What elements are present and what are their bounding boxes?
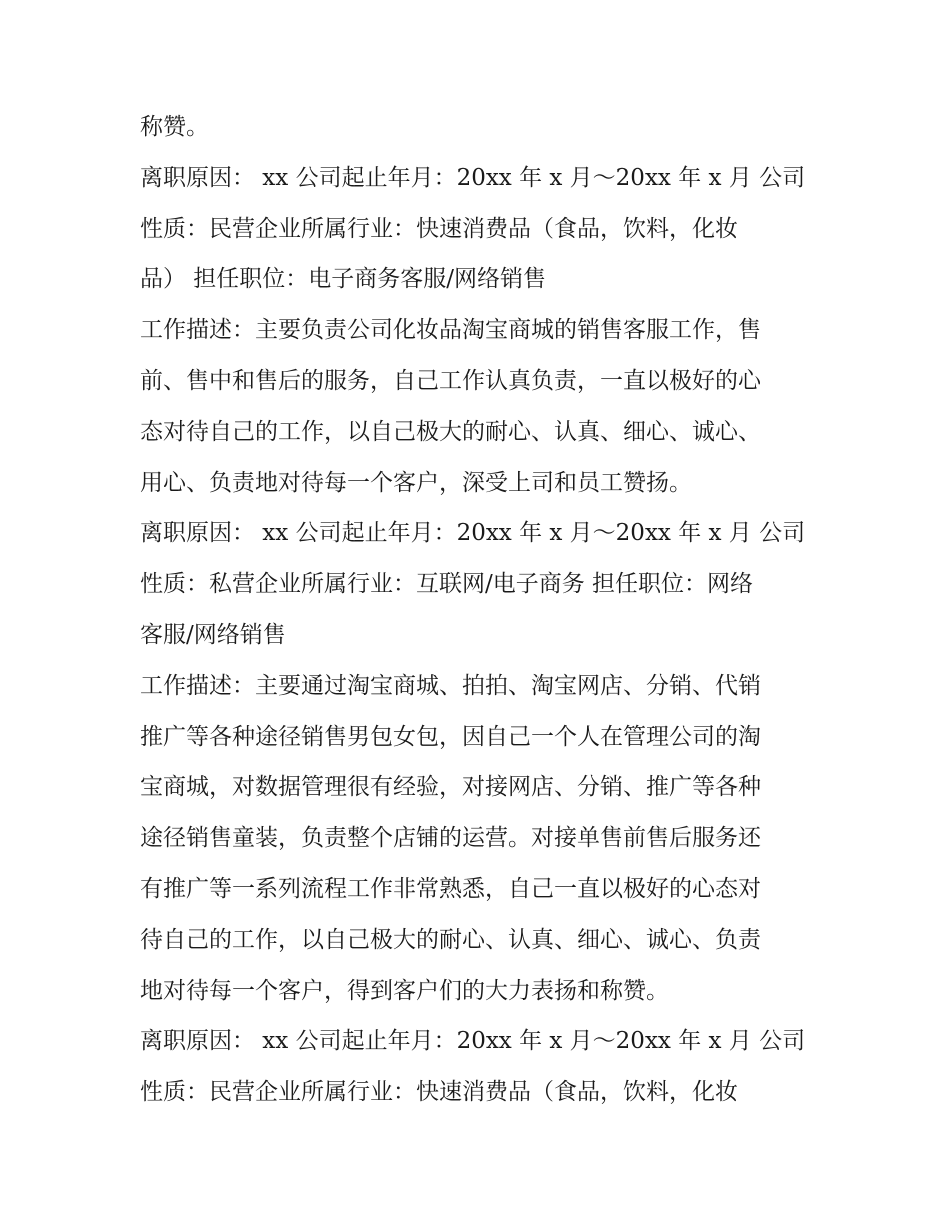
text-line: 宝商城，对数据管理很有经验，对接网店、分销、推广等各种 — [140, 774, 761, 801]
text-line: 工作描述：主要通过淘宝商城、拍拍、淘宝网店、分销、代销 — [140, 672, 761, 699]
text-line: 有推广等一系列流程工作非常熟悉，自己一直以极好的心态对 — [140, 875, 761, 902]
text-line: 途径销售童装，负责整个店铺的运营。对接单售前售后服务还 — [140, 825, 761, 852]
text-line: 性质：民营企业所属行业：快速消费品（食品，饮料，化妆 — [140, 215, 738, 242]
text-line: 态对待自己的工作，以自己极大的耐心、认真、细心、诚心、 — [140, 418, 761, 445]
text-line: 性质：民营企业所属行业：快速消费品（食品，饮料，化妆 — [140, 1079, 738, 1106]
text-line: 用心、负责地对待每一个客户，深受上司和员工赞扬。 — [140, 469, 692, 496]
text-line: 称赞。 — [140, 114, 209, 140]
text-line: 离职原因： xx 公司起止年月：20xx 年 x 月～20xx 年 x 月 公司 — [140, 520, 806, 547]
text-line: 推广等各种途径销售男包女包，因自己一个人在管理公司的淘 — [140, 723, 761, 750]
text-line: 性质：私营企业所属行业：互联网/电子商务 担任职位：网络 — [140, 571, 754, 598]
text-line: 前、售中和售后的服务，自己工作认真负责，一直以极好的心 — [140, 367, 761, 394]
text-line: 离职原因： xx 公司起止年月：20xx 年 x 月～20xx 年 x 月 公司 — [140, 164, 806, 191]
text-line: 工作描述：主要负责公司化妆品淘宝商城的销售客服工作，售 — [140, 317, 761, 344]
text-line: 离职原因： xx 公司起止年月：20xx 年 x 月～20xx 年 x 月 公司 — [140, 1028, 806, 1055]
text-line: 客服/网络销售 — [140, 621, 286, 648]
text-line: 品） 担任职位：电子商务客服/网络销售 — [140, 266, 547, 293]
document-body — [140, 102, 820, 1118]
text-line: 地对待每一个客户，得到客户们的大力表扬和称赞。 — [140, 977, 669, 1004]
text-line: 待自己的工作，以自己极大的耐心、认真、细心、诚心、负责 — [140, 926, 761, 953]
